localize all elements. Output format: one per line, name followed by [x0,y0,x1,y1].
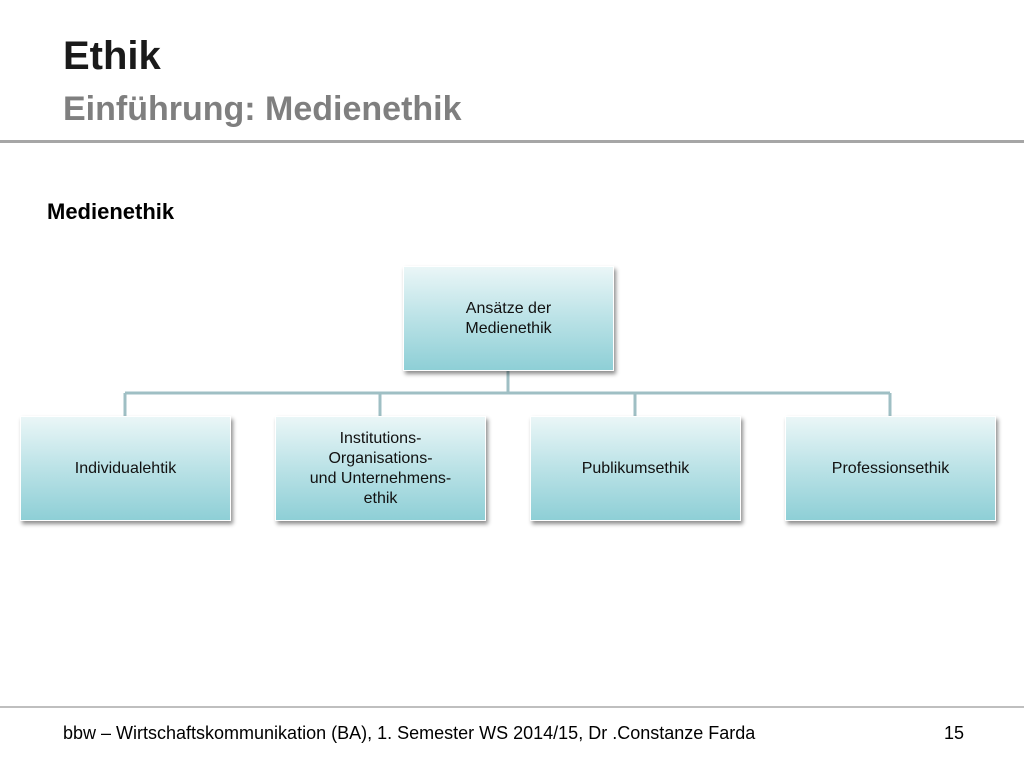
child-node-label: Individualehtik [74,459,177,477]
child-node-institutionsethik [275,416,486,521]
child-node-professionsethik [785,416,996,521]
root-node-label: Ansätze der Medienethik [465,299,552,337]
root-node [403,266,614,371]
section-heading: Medienethik [47,199,175,224]
slide-title: Ethik [63,34,161,78]
page-number: 15 [943,723,964,743]
child-node-publikumsethik [530,416,741,521]
child-node-label: Professionsethik [831,459,950,477]
footer-divider [0,706,1024,708]
child-node-label: Institutions- Organisations- und Unternehmens- ethik [309,429,452,507]
footer-text: bbw – Wirtschaftskommunikation (BA), 1. Semester WS 2014/15, Dr .Constanze Farda [63,723,756,743]
slide-subtitle: Einführung: Medienethik [63,90,462,128]
child-node-label: Publikumsethik [581,459,690,477]
child-node-individualethik [20,416,231,521]
